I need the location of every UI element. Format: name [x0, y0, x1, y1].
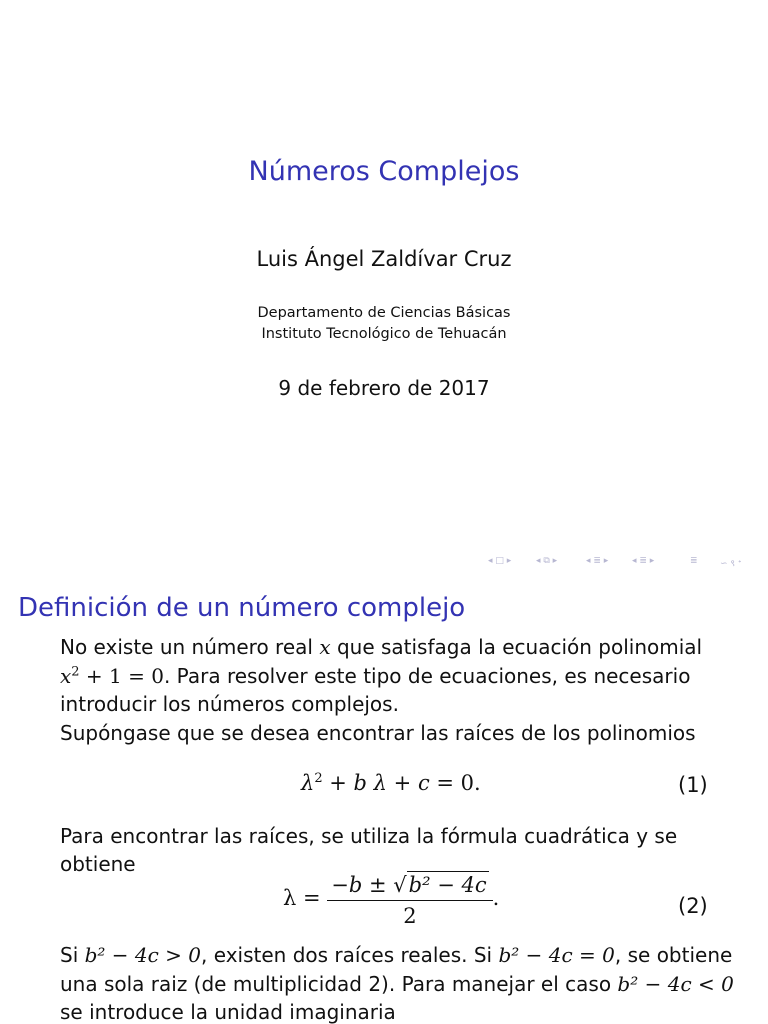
- math-expression: b² − 4c < 0: [617, 972, 734, 996]
- paragraph-line: obtiene: [60, 852, 136, 876]
- presentation-date: 9 de febrero de 2017: [278, 376, 490, 400]
- math-variable: x: [60, 664, 72, 688]
- nav-frame-icon[interactable]: ◂ ⧉ ▸: [536, 556, 558, 566]
- content-slide: [0, 575, 768, 1024]
- nav-section-icon[interactable]: ◂ ≣ ▸: [632, 556, 655, 566]
- nav-search-undo-icon[interactable]: ∽ ९ ᐩ: [720, 559, 742, 569]
- beamer-navigation-bar: [488, 556, 764, 570]
- math-exponent: 2: [314, 771, 323, 786]
- math-variable: c: [417, 771, 430, 795]
- institute-department: Departamento de Ciencias Básicas: [257, 305, 511, 321]
- paragraph-line: [60, 943, 732, 967]
- equation-number-2: (2): [678, 894, 708, 918]
- nav-slide-icon[interactable]: ◂ □ ▸: [488, 556, 512, 566]
- math-operator: +: [387, 771, 418, 795]
- math-punctuation: .: [492, 886, 500, 910]
- presentation-title: Números Complejos: [248, 156, 520, 187]
- sqrt-radicand: b² − 4c: [408, 873, 487, 897]
- math-expression: b² − 4c > 0: [84, 943, 202, 967]
- paragraph-line: se introduce la unidad imaginaria: [60, 1000, 396, 1024]
- text-run: No existe un número real: [60, 635, 320, 659]
- sqrt-sign: √: [393, 873, 407, 897]
- paragraph-line: [60, 635, 702, 659]
- nav-toc-icon[interactable]: ≣: [690, 556, 698, 566]
- math-operator: +: [322, 771, 354, 795]
- text-run: que satisfaga la ecuación polinomial: [330, 635, 703, 659]
- math-variable: b: [353, 771, 367, 795]
- paragraph-line: [60, 972, 734, 996]
- math-expression: b² − 4c = 0: [498, 943, 615, 967]
- institute-name: Instituto Tecnológico de Tehuacán: [261, 326, 507, 342]
- text-run: una sola raiz (de multiplicidad 2). Para manejar el caso: [60, 972, 618, 996]
- math-expression: = 0.: [429, 771, 481, 795]
- text-run: Si: [60, 943, 85, 967]
- math-expression: −b ±: [331, 873, 394, 897]
- text-run: . Para resolver este tipo de ecuaciones, es necesario: [163, 664, 691, 688]
- math-lhs: λ =: [283, 886, 328, 910]
- equation-1: [301, 771, 481, 795]
- fraction-denominator: 2: [403, 904, 417, 928]
- equation-number-1: (1): [678, 773, 708, 797]
- text-run: , se obtiene: [614, 943, 733, 967]
- math-lambda: λ: [367, 771, 387, 795]
- paragraph-line: [60, 664, 690, 688]
- fraction-numerator: [327, 871, 492, 901]
- nav-subsection-icon[interactable]: ◂ ≣ ▸: [586, 556, 609, 566]
- paragraph-line: Supóngase que se desea encontrar las raíces de los polinomios: [60, 721, 696, 745]
- math-fraction: [327, 871, 492, 928]
- equation-2: [283, 871, 499, 928]
- math-variable: x: [319, 635, 331, 659]
- paragraph-line: Para encontrar las raíces, se utiliza la fórmula cuadrática y se: [60, 824, 678, 848]
- author-name: Luis Ángel Zaldívar Cruz: [256, 247, 512, 271]
- frame-title: Definición de un número complejo: [18, 593, 466, 623]
- math-lambda: λ: [301, 771, 315, 795]
- paragraph-line: introducir los números complejos.: [60, 692, 399, 716]
- math-expression: + 1 = 0: [79, 664, 164, 688]
- math-exponent: 2: [71, 664, 80, 680]
- text-run: , existen dos raíces reales. Si: [201, 943, 499, 967]
